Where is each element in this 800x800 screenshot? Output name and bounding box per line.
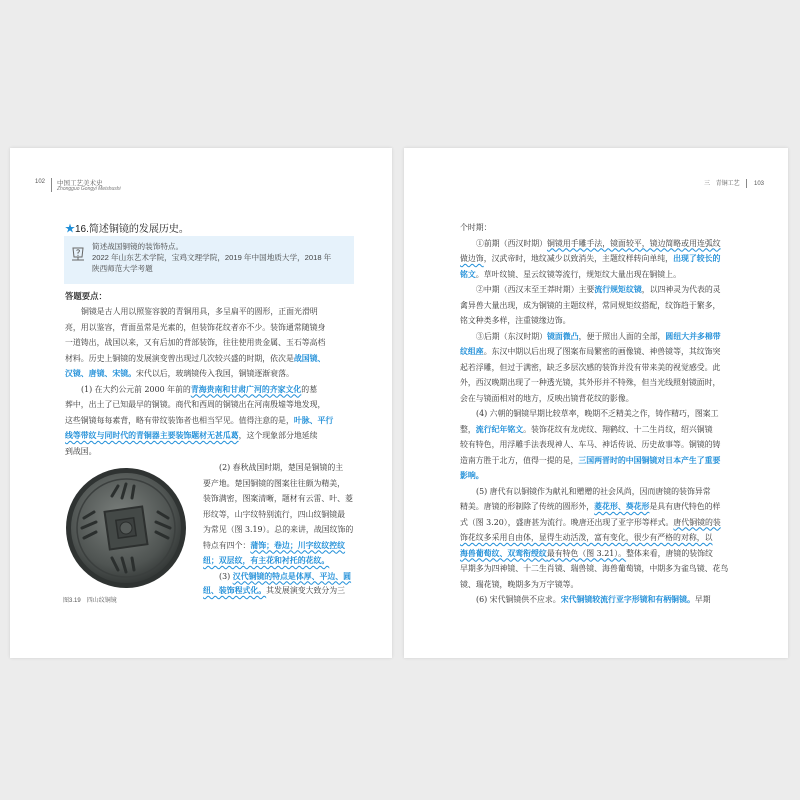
text-line bbox=[203, 507, 363, 523]
highlighted-text: 海兽葡萄纹、双鸾衔绶纹 bbox=[460, 548, 547, 558]
highlighted-text: 唐代铜镜的装 bbox=[673, 517, 721, 527]
text-run: 式（图 3.20），盛唐甚为流行。晚唐还出现了亚字形等样式。 bbox=[460, 517, 674, 527]
highlighted-text: 纽、装饰程式化。 bbox=[203, 586, 267, 595]
text-line bbox=[460, 468, 770, 484]
text-line bbox=[65, 444, 365, 460]
highlighted-text: 蒲饰；卷边；川字纹纹控纹 bbox=[250, 540, 346, 550]
highlighted-text: 镜面微凸 bbox=[547, 331, 579, 341]
text-run: 镜、瑞花镜，晚期多为万字镜等。 bbox=[460, 579, 579, 589]
text-line bbox=[460, 561, 770, 577]
highlighted-text: 纽；双层纹，有主花和衬托的花纹。 bbox=[203, 556, 330, 565]
text-run: ③后期（东汉时期） bbox=[476, 331, 548, 341]
text-line bbox=[460, 375, 770, 391]
highlighted-text: 圆纽大并多棉带 bbox=[665, 331, 721, 341]
text-line bbox=[65, 351, 365, 367]
text-line bbox=[65, 428, 365, 444]
highlighted-text: 汉镜、唐镜、宋镜。 bbox=[65, 369, 137, 378]
text-line bbox=[460, 391, 770, 407]
text-run: 宋代以后，玻璃镜传入我国，铜镜逐渐衰落。 bbox=[136, 369, 294, 378]
text-line bbox=[460, 530, 770, 546]
highlighted-text: 战国镜、 bbox=[293, 353, 326, 363]
text-line bbox=[460, 499, 770, 515]
text-run: 到战国。 bbox=[65, 446, 97, 456]
highlighted-text: 纹组座 bbox=[460, 347, 484, 356]
text-line bbox=[203, 460, 363, 476]
text-line bbox=[460, 453, 770, 469]
exam-hint-box bbox=[64, 236, 354, 284]
figure-caption bbox=[63, 595, 117, 604]
hint-line: 陕西师范大学考题 bbox=[92, 264, 153, 273]
left-page bbox=[10, 148, 392, 658]
highlighted-text: 流行纪年铭文 bbox=[475, 424, 524, 434]
text-run: 亮，用以鉴容，背面虽常是光素的，但装饰花纹者亦不少。装饰通常随镜身 bbox=[65, 322, 326, 332]
text-run: (4) 六朝的铜镜早期比较草率，晚期不乏精美之作，铸作精巧，图案工 bbox=[476, 409, 719, 418]
right-body-text bbox=[460, 220, 770, 608]
text-line bbox=[65, 382, 365, 398]
text-line bbox=[203, 522, 363, 538]
text-line bbox=[460, 592, 770, 608]
text-run: (1) 在大约公元前 2000 年前的 bbox=[81, 384, 191, 394]
highlighted-text: 铜镜用手雕手法，镜面较平，镜边简略或用连弧纹 bbox=[547, 238, 721, 248]
header-divider bbox=[51, 178, 52, 192]
text-run: 早期 bbox=[694, 595, 711, 604]
text-run: 一道铸出，战国以来，又有后加的背部装饰，往往使用贵金属、玉石等高档 bbox=[65, 338, 326, 347]
hint-line: 2022 年山东艺术学院，宝鸡文理学院，2019 年中国地质大学，2018 年 bbox=[92, 253, 332, 262]
text-line bbox=[203, 538, 363, 554]
left-body-text bbox=[65, 304, 365, 459]
highlighted-text: 铭文 bbox=[460, 269, 476, 279]
text-run: (5) 唐代有以铜镜作为献礼和赠赠的社会风尚，因而唐镜的装饰异常 bbox=[476, 486, 711, 496]
text-line bbox=[460, 344, 770, 360]
highlighted-text: 出现了较长的 bbox=[673, 254, 721, 263]
highlighted-text: 做边饰 bbox=[460, 254, 484, 263]
text-run: 较有特色，用浮雕手法表现神人、车马、神话传说、历史故事等。铜镜的铸 bbox=[460, 440, 721, 449]
text-line bbox=[460, 251, 770, 267]
text-run: ，这个现象部分地延续 bbox=[238, 431, 318, 440]
book-subtitle: Zhongguo Gongyi Meishushi bbox=[57, 186, 121, 192]
text-line bbox=[65, 335, 365, 351]
text-run: 要产地。楚国铜镜的图案往往颇为精美， bbox=[203, 478, 346, 488]
text-run: ，以四神灵为代表的灵 bbox=[641, 285, 721, 294]
text-run: 特点有四个： bbox=[203, 540, 251, 550]
text-run: ，汉武帝时，地纹减少以致消失，主题纹样转向单纯， bbox=[483, 254, 674, 263]
text-run: 材料。历史上铜镜的发展演变曾出现过几次较兴盛的时期，依次是 bbox=[65, 353, 294, 363]
text-run: (6) 宋代铜镜供不应求。 bbox=[476, 595, 561, 604]
page-number-right: 103 bbox=[753, 181, 764, 187]
text-line bbox=[460, 577, 770, 593]
text-run: 会在与镜面相对的地方，反映出镜背花纹的影像。 bbox=[460, 393, 634, 403]
text-line bbox=[460, 298, 770, 314]
highlighted-text: 饰花纹多采用自由体，显得生动活泼，富有变化，很少有严格的对称，以 bbox=[460, 533, 713, 542]
text-run: 这些铜镜每每素背，略有带纹装饰者也相当罕见。值得注意的是， bbox=[65, 415, 294, 425]
text-line bbox=[460, 220, 770, 236]
text-run: 形纹等，山字纹特别流行，四山纹铜镜最 bbox=[203, 509, 346, 519]
text-run: ①前期（西汉时期） bbox=[476, 238, 548, 248]
highlighted-text: 最有特色（图 3.21）。 bbox=[546, 548, 627, 558]
text-line bbox=[460, 329, 770, 345]
question-cup-icon bbox=[70, 245, 86, 263]
hint-line: 简述战国铜镜的装饰特点。 bbox=[92, 242, 184, 251]
bronze-mirror-image bbox=[64, 466, 188, 590]
text-line bbox=[460, 406, 770, 422]
left-column-text bbox=[203, 460, 363, 584]
answer-heading: 答题要点： bbox=[65, 291, 107, 301]
text-line bbox=[203, 553, 363, 569]
header-divider bbox=[746, 179, 747, 188]
text-line bbox=[203, 476, 363, 492]
text-line bbox=[460, 484, 770, 500]
left-last-line bbox=[203, 583, 363, 599]
page-number-left: 102 bbox=[35, 179, 46, 185]
text-line bbox=[203, 583, 363, 599]
text-run: 。草叶纹镜、星云纹镜等流行，规矩纹大量出现在铜镜上。 bbox=[475, 269, 681, 279]
text-run: 铜镜是古人用以照鉴容貌的青铜用具，多呈扁平的圆形，正面光滑明 bbox=[81, 307, 318, 316]
text-run: 禽异兽大量出现，成为铜镜的主题纹样，常同规矩纹搭配，纹饰趋于繁多， bbox=[460, 300, 721, 310]
figure-title: 四山纹铜镜 bbox=[86, 598, 117, 604]
hint-text bbox=[92, 241, 331, 274]
text-run: 为常见（图 3.19）。总的来讲，战国纹饰的 bbox=[203, 525, 354, 534]
text-line bbox=[460, 360, 770, 376]
highlighted-text: 三国两晋时的中国铜镜对日本产生了重要 bbox=[578, 455, 721, 465]
text-line bbox=[65, 320, 365, 336]
text-line bbox=[65, 304, 365, 320]
text-run: ，便于照出人面的全部， bbox=[578, 331, 666, 341]
text-run: 葬中，出土了已知最早的铜镜。商代和西周的铜镜出在河南殷墟等地发现， bbox=[65, 400, 326, 409]
figure-number: 图3.19 bbox=[63, 598, 81, 604]
text-run: 铭文种类多样，注重镜缘边饰。 bbox=[460, 316, 571, 325]
highlighted-text: 影响。 bbox=[460, 471, 484, 480]
text-run: 。装饰花纹有龙虎纹、翔鹤纹、十二生肖纹，绍兴铜镜 bbox=[523, 424, 713, 434]
question-heading bbox=[65, 220, 189, 235]
text-line bbox=[65, 366, 365, 382]
text-run: 早期多为四神镜、十二生肖镜、瑞兽镜、海兽葡萄镜，中期多为雀鸟镜、花鸟 bbox=[460, 564, 729, 573]
text-line bbox=[460, 267, 770, 283]
right-page bbox=[404, 148, 788, 658]
text-run: (3) bbox=[219, 571, 233, 581]
text-line bbox=[203, 569, 363, 585]
text-line bbox=[460, 422, 770, 438]
star-icon: ★ bbox=[65, 224, 75, 235]
text-run: 。东汉中期以后出现了图案布局繁密的画像镜、神兽镜等，其纹饰突 bbox=[483, 347, 721, 356]
text-line bbox=[65, 397, 365, 413]
text-line bbox=[460, 282, 770, 298]
highlighted-text: 汉代铜镜的特点是体厚、平边、圆 bbox=[232, 571, 352, 581]
section-number: 三 bbox=[703, 181, 710, 187]
highlighted-text: 线等带纹与同时代的青铜器主要装饰题材无甚瓜葛 bbox=[65, 431, 239, 440]
highlighted-text: 菱花形、葵花形 bbox=[594, 502, 650, 511]
text-line bbox=[65, 413, 365, 429]
text-line bbox=[460, 313, 770, 329]
highlighted-text: 叶脉、平行 bbox=[293, 415, 334, 425]
text-run: 个时期： bbox=[460, 223, 492, 232]
highlighted-text: 青海贵南和甘肃广河的齐家文化 bbox=[190, 384, 302, 394]
text-run: 精美。唐镜的形制除了传统的圆形外， bbox=[460, 502, 595, 511]
section-title: 青铜工艺 bbox=[715, 181, 740, 187]
highlighted-text: 宋代铜镜较流行亚字形镜和有柄铜镜。 bbox=[560, 595, 695, 604]
book-title: 中国工艺美术史 bbox=[57, 180, 103, 187]
text-run: 是具有唐代特色的样 bbox=[649, 502, 721, 511]
text-run: 其发展演变大致分为三 bbox=[266, 586, 346, 595]
text-run: 外，西汉晚期出现了一种透光镜，其外形并不特殊，但当光线照射镜面时， bbox=[460, 378, 721, 387]
text-line bbox=[460, 437, 770, 453]
text-run: 整体来看，唐镜的装饰纹 bbox=[626, 548, 713, 558]
text-run: 造南方胜于北方，值得一提的是， bbox=[460, 455, 579, 465]
text-line bbox=[460, 236, 770, 252]
text-run: (2) 春秋战国时期，楚国是铜镜的主 bbox=[219, 463, 344, 472]
text-run: 起若浮雕，但过于满密，缺乏多层次感的装饰并没有带来美的视觉感受。此 bbox=[460, 362, 721, 372]
text-run: ②中期（西汉末至王莽时期）主要 bbox=[476, 285, 595, 294]
text-line bbox=[460, 546, 770, 562]
text-line bbox=[203, 491, 363, 507]
text-line bbox=[460, 515, 770, 531]
text-run: 整， bbox=[460, 424, 476, 434]
highlighted-text: 流行规矩纹镜 bbox=[594, 285, 642, 294]
text-run: 的墓 bbox=[301, 384, 318, 394]
running-header-right bbox=[700, 178, 764, 188]
question-text: 16.简述铜镜的发展历史。 bbox=[75, 224, 189, 235]
text-run: 装饰满密，图案清晰，题材有云雷、叶、菱 bbox=[203, 494, 353, 503]
